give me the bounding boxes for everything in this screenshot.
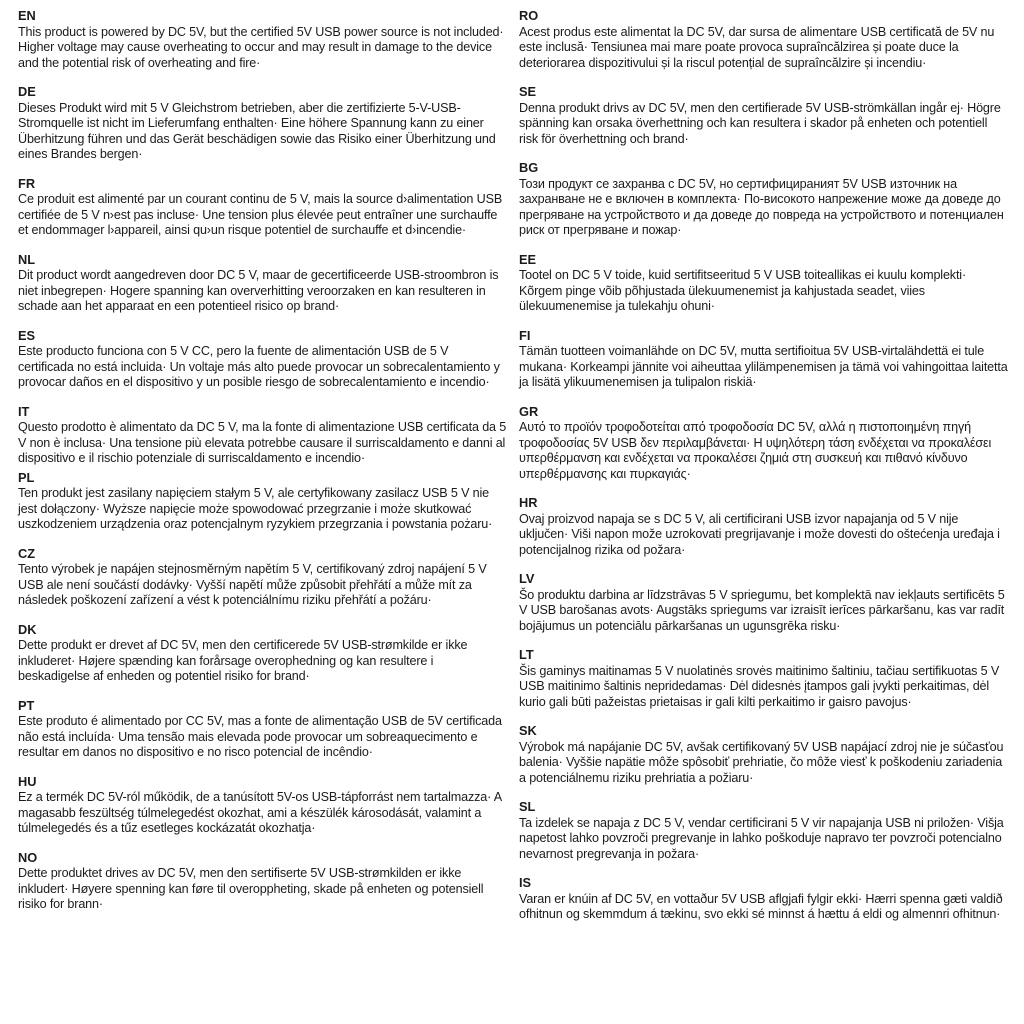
language-code-label: NL bbox=[18, 251, 36, 267]
warning-text: Ten produkt jest zasilany napięciem stałym 5 V, ale certyfikowany zasilacz USB 5 V nie jest dołączony· Wyższe napięcie może spowodować przegrzanie i może skutkować uszkodzeniem urządzenia oraz potencjalnym ryzykiem przegrzania i powstania pożaru· bbox=[18, 486, 493, 531]
language-section bbox=[18, 774, 507, 837]
warning-text: Tootel on DC 5 V toide, kuid sertifitseeritud 5 V USB toiteallikas ei kuulu komplekti· Kõrgem pinge võib põhjustada ülekuumenemist ja kahjustada seadet, viies ülekuumenemise ja tulekahju ohuni· bbox=[519, 268, 966, 313]
language-code-label: GR bbox=[519, 403, 539, 419]
language-code-label: PT bbox=[18, 697, 35, 713]
column-left bbox=[18, 8, 507, 936]
warning-text: Dette produktet drives av DC 5V, men den sertifiserte 5V USB-strømkilden er ikke inkludert· Høyere spenning kan føre til overoppheting, skade på enheten og potensiell risiko for brann· bbox=[18, 866, 484, 911]
warning-text: Denna produkt drivs av DC 5V, men den certifierade 5V USB-strömkällan ingår ej· Högre spänning kan orsaka överhettning och kan resultera i skador på enheten och potentiell risk för överhettning och brand· bbox=[519, 100, 1001, 146]
language-section bbox=[519, 647, 1008, 710]
language-section bbox=[519, 571, 1008, 634]
language-code-label: BG bbox=[519, 160, 539, 175]
warning-text: Výrobok má napájanie DC 5V, avšak certifikovaný 5V USB napájací zdroj nie je súčasťou balenia· Vyššie napätie môže spôsobiť prehriatie, čo môže viesť k poškodeniu zariadenia a potenciálnemu riziku prehriatia a požiaru· bbox=[519, 739, 1004, 785]
warning-text: This product is powered by DC 5V, but the certified 5V USB power source is not included· Higher voltage may cause overheating to occur and may result in damage to the device and the potential risk of overheating and fire· bbox=[18, 24, 504, 70]
warning-text: Ce produit est alimenté par un courant continu de 5 V, mais la source d›alimentation USB certifiée de 5 V n›est pas incluse· Une tension plus élevée peut entraîner une surchauffe et endommager l›appareil, ainsi qu›un risque potentiel de surchauffe et d›incendie· bbox=[18, 192, 503, 237]
column-right bbox=[519, 8, 1008, 936]
language-section bbox=[18, 546, 507, 609]
language-section bbox=[519, 495, 1008, 558]
language-code-label: IS bbox=[519, 875, 532, 890]
language-section bbox=[519, 160, 1008, 239]
language-section bbox=[18, 8, 507, 71]
language-code-label: PL bbox=[18, 469, 35, 485]
warning-text: Ez a termék DC 5V-ról működik, de a tanúsított 5V-os USB-tápforrást nem tartalmazza· A magasabb feszültség túlmelegedést okozhat, ami a készülék károsodását, valamint a túlmelegedés és a tűz esetleges kockázatát okozhatja· bbox=[18, 790, 502, 835]
language-section bbox=[519, 328, 1008, 391]
warning-text: Questo prodotto è alimentato da DC 5 V, ma la fonte di alimentazione USB certificata da 5 V non è inclusa· Una tensione più elevata potrebbe causare il surriscaldamento e danni al dispositivo e il rischio potenziale di surriscaldamento e incendio· bbox=[18, 420, 507, 465]
language-section bbox=[18, 176, 507, 239]
warning-text: Acest produs este alimentat la DC 5V, dar sursa de alimentare USB certificată de 5V nu este inclusă· Tensiunea mai mare poate provoca supraîncălzirea și poate duce la deteriorarea dispozitivului și la riscul potențial de supraîncălzire și incendiu· bbox=[519, 24, 995, 70]
warning-text: Dieses Produkt wird mit 5 V Gleichstrom betrieben, aber die zertifizierte 5-V-USB-Stromquelle ist nicht im Lieferumfang enthalten· Eine höhere Spannung kann zu einer Überhitzung führen und das Gerät beschädigen sowie das Risiko einer Überhitzung und eines Brandes bergen· bbox=[18, 100, 496, 161]
warning-text: Ovaj proizvod napaja se s DC 5 V, ali certificirani USB izvor napajanja od 5 V nije uključen· Viši napon može uzrokovati pregrijavanje i može dovesti do oštećenja uređaja i potencijalnog rizika od požara· bbox=[519, 511, 1000, 557]
language-code-label: NO bbox=[18, 849, 38, 865]
language-code-label: CZ bbox=[18, 545, 36, 561]
language-section bbox=[18, 328, 507, 391]
language-code-label: DK bbox=[18, 621, 37, 637]
language-section bbox=[18, 252, 507, 315]
language-code-label: EN bbox=[18, 8, 36, 23]
language-code-label: RO bbox=[519, 8, 539, 23]
language-section bbox=[519, 404, 1008, 483]
language-section bbox=[18, 84, 507, 163]
warning-text: Varan er knúin af DC 5V, en vottaður 5V USB aflgjafi fylgir ekki· Hærri spenna gæti valdið ofhitnun og skemmdum á tækinu, svo ekki sé minnst á hættu á eldi og almennri ofhitnun· bbox=[519, 891, 1003, 921]
language-section bbox=[519, 252, 1008, 315]
language-code-label: ES bbox=[18, 327, 36, 343]
language-code-label: SK bbox=[519, 723, 537, 738]
language-section bbox=[18, 404, 507, 467]
language-code-label: LT bbox=[519, 647, 534, 662]
language-code-label: HR bbox=[519, 495, 538, 510]
language-section bbox=[519, 875, 1008, 923]
warning-text: Dit product wordt aangedreven door DC 5 V, maar de gecertificeerde USB-stroombron is niet inbegrepen· Hogere spanning kan oververhitting veroorzaken en kan resulteren in schade aan het apparaat en een potentieel risico op brand· bbox=[18, 268, 499, 313]
warning-text: Šo produktu darbina ar līdzstrāvas 5 V spriegumu, bet komplektā nav iekļauts sertificēts 5 V USB barošanas avots· Augstāks spriegums var izraisīt ierīces pārkaršanu, kas var radīt bojājumus un potenciālu pārkaršanas un ugunsgrēka risku· bbox=[519, 587, 1005, 633]
language-section bbox=[18, 698, 507, 761]
language-code-label: IT bbox=[18, 403, 30, 419]
warning-text: Tämän tuotteen voimanlähde on DC 5V, mutta sertifioitua 5V USB-virtalähdettä ei tule mukana· Korkeampi jännite voi aiheuttaa ylilämpenemisen ja tämä voi vahingoittaa laitetta ja lisätä ylikuumenemisen ja tulipalon riskiä· bbox=[519, 344, 1008, 389]
language-code-label: HU bbox=[18, 773, 37, 789]
warning-text: Αυτό το προϊόν τροφοδοτείται από τροφοδοσία DC 5V, αλλά η πιστοποιημένη πηγή τροφοδοσίας 5V USB δεν περιλαμβάνεται· Η υψηλότερη τάση ενδέχεται να προκαλέσει υπερθέρμανση και ενδέχεται να προκαλέσει ζημιά στη συσκευή και πιθανό κίνδυνο υπερθέρμανσης και πυρκαγιάς· bbox=[519, 420, 992, 481]
warning-text: Dette produkt er drevet af DC 5V, men den certificerede 5V USB-strømkilde er ikke inkluderet· Højere spænding kan forårsage overophedning og kan resultere i beskadigelse af enheden og potentiel risiko for brand· bbox=[18, 638, 468, 683]
warning-text: Este produto é alimentado por CC 5V, mas a fonte de alimentação USB de 5V certificada não está incluída· Uma tensão mais elevada pode provocar um sobreaquecimento e resultar em danos no dispositivo e no risco potencial de incêndio· bbox=[18, 714, 502, 759]
warning-text: Този продукт се захранва с DC 5V, но сертифицираният 5V USB източник на захранване не е включен в комплекта· По-високото напрежение може да доведе до прегряване на устройството и да доведе до повреда на устройството и потенциален риск от прегряване и пожар· bbox=[519, 176, 1004, 237]
language-code-label: FR bbox=[18, 175, 36, 191]
language-section bbox=[519, 84, 1008, 147]
language-code-label: DE bbox=[18, 84, 36, 99]
warning-text: Este producto funciona con 5 V CC, pero la fuente de alimentación USB de 5 V certificada no está incluida· Un voltaje más alto puede provocar un sobrecalentamiento y provocar daños en el dispositivo y un posible riesgo de sobrecalentamiento e incendio· bbox=[18, 344, 500, 389]
warning-text: Šis gaminys maitinamas 5 V nuolatinės srovės maitinimo šaltiniu, tačiau sertifikuotas 5 V USB maitinimo šaltinis nepridedamas· Dėl didesnės įtampos gali įvykti perkaitimas, dėl kurio gali būti pažeistas prietaisas ir gali kilti perkaitimo ir gaisro pavojus· bbox=[519, 663, 1000, 709]
language-section bbox=[519, 799, 1008, 862]
language-code-label: EE bbox=[519, 251, 537, 267]
warning-text: Tento výrobek je napájen stejnosměrným napětím 5 V, certifikovaný zdroj napájení 5 V USB ale není součástí dodávky· Vyšší napětí může způsobit přehřátí a může mít za následek poškození zařízení a vést k potenciálnímu riziku přehřátí a požáru· bbox=[18, 562, 487, 607]
language-code-label: FI bbox=[519, 327, 531, 343]
language-section bbox=[18, 850, 507, 913]
language-code-label: SL bbox=[519, 799, 536, 814]
language-section bbox=[519, 8, 1008, 71]
language-code-label: SE bbox=[519, 84, 537, 99]
language-code-label: LV bbox=[519, 571, 535, 586]
warning-text: Ta izdelek se napaja z DC 5 V, vendar certificirani 5 V vir napajanja USB ni priložen· Višja napetost lahko povzroči pregrevanje in lahko poškoduje napravo ter povzroči potencialno nevarnost pregrevanja in požara· bbox=[519, 815, 1004, 861]
language-section bbox=[519, 723, 1008, 786]
language-section bbox=[18, 622, 507, 685]
language-section bbox=[18, 470, 507, 533]
